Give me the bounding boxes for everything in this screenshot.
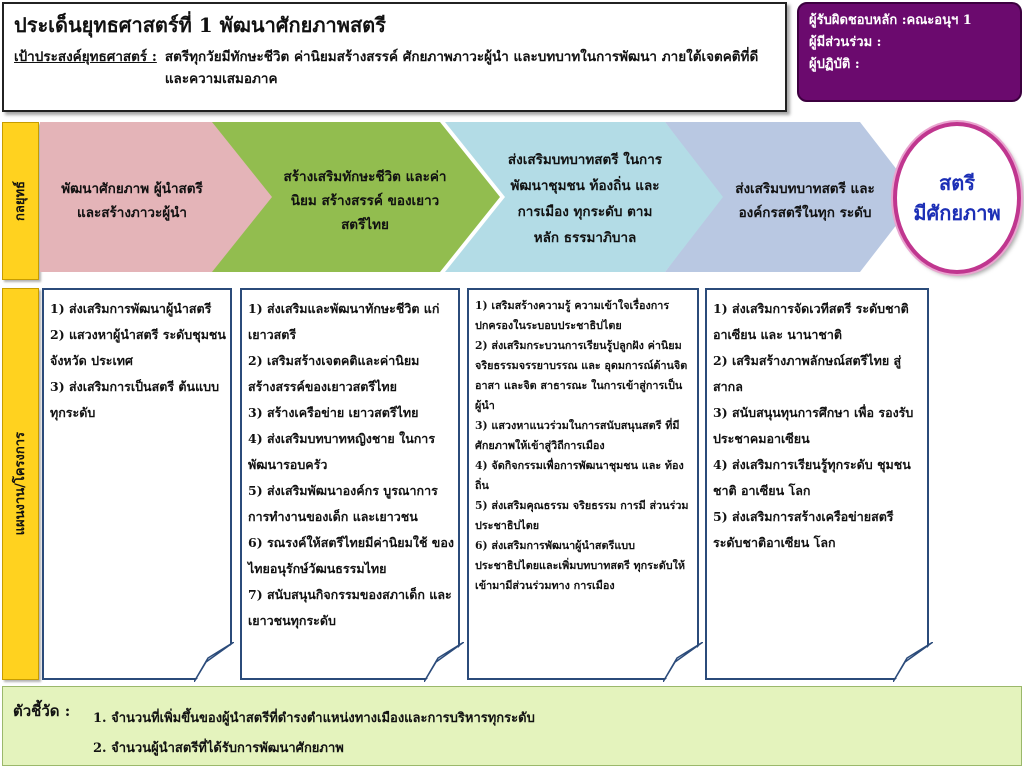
plan-2-item: 1) ส่งเสริมและพัฒนาทักษะชีวิต แก่เยาวสตรี [248,301,440,342]
plan-2-item: 4) ส่งเสริมบทบาทหญิงชาย ในการพัฒนารอบครัว [248,431,436,472]
indicator-item-1: 1. จำนวนที่เพิ่มขึ้นของผู้นำสตรีที่ดำรงตำแหน่งทางเมืองและการบริหารทุกระดับ [93,711,535,726]
strategy-2-text: สร้างเสริมทักษะชีวิต และค่านิยม สร้างสรรค์ ของเยาวสตรีไทย [283,169,447,233]
plan-3-item: 3) แสวงหาแนวร่วมในการสนับสนุนสตรี ที่มีศักยภาพให้เข้าสู่วิถีการเมือง [475,419,680,452]
plan-3-item: 4) จัดกิจกรรมเพื่อการพัฒนาชุมชน และ ท้องถิ่น [475,459,684,492]
plan-2-item: 7) สนับสนุนกิจกรรมของสภาเด็ก และเยาวชนทุกระดับ [248,587,452,628]
page-curl-icon [893,642,933,682]
indicators-label: ตัวชี้วัด : [13,702,71,720]
goal-circle [893,122,1021,274]
indicators-box [2,686,1022,766]
owner-operator: ผู้ปฏิบัติ : [809,57,860,72]
strategy-label-text: กลยุทธ์ [13,181,28,221]
plan-3-item: 1) เสริมสร้างความรู้ ความเข้าใจเรื่องการ ปกครองในระบอบประชาธิปไตย [475,299,670,332]
plan-3-item: 2) ส่งเสริมกระบวนการเรียนรู้ปลูกฝัง ค่านิยม จริยธรรมจรรยาบรรณ และ อุดมการณ์ด้านจิตอาสา และจิต สาธารณะ ในการเข้าสู่การเป็นผู้นำ [475,339,688,412]
plan-4-item: 2) เสริมสร้างภาพลักษณ์สตรีไทย สู่สากล [713,353,902,394]
owner-participant: ผู้มีส่วนร่วม : [809,35,882,50]
plan-1-item: 1) ส่งเสริมการพัฒนาผู้นำสตรี [50,301,212,316]
page-title: ประเด็นยุทธศาสตร์ที่ 1 พัฒนาศักยภาพสตรี [14,13,386,37]
plan-2-item: 5) ส่งเสริมพัฒนาองค์กร บูรณาการการทำงานของเด็ก และเยาวชน [248,483,438,524]
plan-side-label [2,288,39,680]
plan-card-2 [240,288,460,680]
plan-2-item: 6) รณรงค์ให้สตรีไทยมีค่านิยมใช้ ของไทยอนุรักษ์วัฒนธรรมไทย [248,535,454,576]
plan-4-item: 5) ส่งเสริมการสร้างเครือข่ายสตรี ระดับชาติอาเซียน โลก [713,509,894,550]
page-curl-icon [424,642,464,682]
plan-4-item: 4) ส่งเสริมการเรียนรู้ทุกระดับ ชุมชน ชาติ อาเซียน โลก [713,457,911,498]
objective-label: เป้าประสงค์ยุทธศาสตร์ : [14,49,157,65]
goal-line-1: สตรี [939,171,975,195]
responsibility-box [797,2,1022,102]
plan-4-item: 3) สนับสนุนทุนการศึกษา เพื่อ รองรับประชาคมอาเซียน [713,405,914,446]
plan-3-item: 5) ส่งเสริมคุณธรรม จริยธรรม การมี ส่วนร่วม ประชาธิปไตย [475,499,689,532]
plan-card-4 [705,288,929,680]
strategy-side-label [2,122,39,280]
plan-3-item: 6) ส่งเสริมการพัฒนาผู้นำสตรีแบบ ประชาธิปไตยและเพิ่มบทบาทสตรี ทุกระดับให้เข้ามามีส่วนร่วมทาง การเมือง [475,539,686,592]
indicator-item-2: 2. จำนวนผู้นำสตรีที่ได้รับการพัฒนาศักยภาพ [93,741,344,756]
plan-2-item: 3) สร้างเครือข่าย เยาวสตรีไทย [248,405,419,420]
plan-2-item: 2) เสริมสร้างเจตคติและค่านิยม สร้างสรรค์ของเยาวสตรีไทย [248,353,420,394]
objective-text: สตรีทุกวัยมีทักษะชีวิต ค่านิยมสร้างสรรค์ ศักยภาพภาวะผู้นำ และบทบาทในการพัฒนา ภายใต้เจตคติที่ดี และความเสมอภาค [164,49,759,87]
owner-main: ผู้รับผิดชอบหลัก :คณะอนุฯ 1 [809,13,972,28]
page-curl-icon [194,642,234,682]
strategy-3-text: ส่งเสริมบทบาทสตรี ในการพัฒนาชุมชน ท้องถิ่น และการเมือง ทุกระดับ ตามหลัก ธรรมาภิบาล [507,152,663,246]
plan-4-item: 1) ส่งเสริมการจัดเวทีสตรี ระดับชาติ อาเซียน และ นานาชาติ [713,301,909,342]
strategy-4-text: ส่งเสริมบทบาทสตรี และองค์กรสตรีในทุก ระดับ [735,181,875,221]
goal-line-2: มีศักยภาพ [913,201,1001,225]
plan-card-1 [42,288,232,680]
plan-1-item: 3) ส่งเสริมการเป็นสตรี ต้นแบบทุกระดับ [50,379,220,420]
plan-1-item: 2) แสวงหาผู้นำสตรี ระดับชุมชน จังหวัด ประเทศ [50,327,226,368]
strategy-header [2,2,787,112]
plan-card-3 [467,288,699,680]
page-curl-icon [663,642,703,682]
strategy-1-text: พัฒนาศักยภาพ ผู้นำสตรี และสร้างภาวะผู้นำ [61,181,203,221]
objective-row [14,46,775,90]
plan-label-text: แผนงาน/โครงการ [13,432,28,536]
